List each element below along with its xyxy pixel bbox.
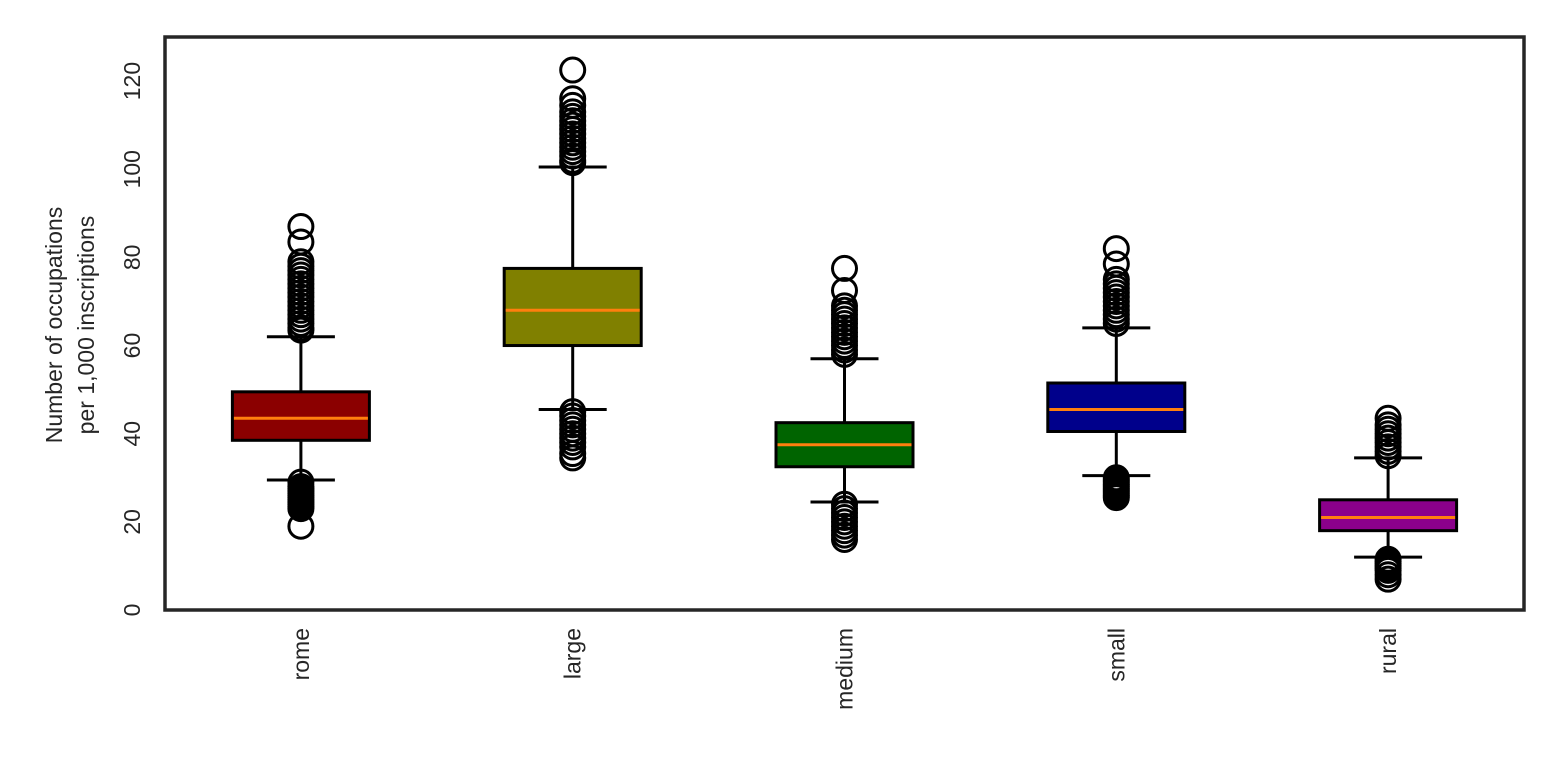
x-tick-label-medium: medium [831, 628, 858, 710]
y-tick-label: 60 [119, 332, 145, 359]
y-axis-label-line-2: per 1,000 inscriptions [73, 215, 99, 435]
box-rural [1320, 500, 1457, 531]
y-axis-label-line-1: Number of occupations [41, 206, 67, 444]
y-tick-label: 100 [119, 150, 145, 189]
x-tick-label-small: small [1103, 628, 1130, 682]
x-tick-label-large: large [559, 628, 586, 680]
box-large [504, 268, 641, 345]
y-tick-label: 0 [119, 603, 145, 617]
x-tick-label-rome: rome [287, 628, 314, 681]
y-tick-label: 20 [119, 509, 145, 535]
x-tick-label-rural: rural [1375, 628, 1402, 675]
box-small [1048, 383, 1185, 431]
y-tick-label: 40 [119, 420, 145, 447]
box-rome [232, 392, 369, 440]
y-tick-label: 80 [119, 244, 145, 271]
y-tick-label: 120 [119, 61, 145, 101]
